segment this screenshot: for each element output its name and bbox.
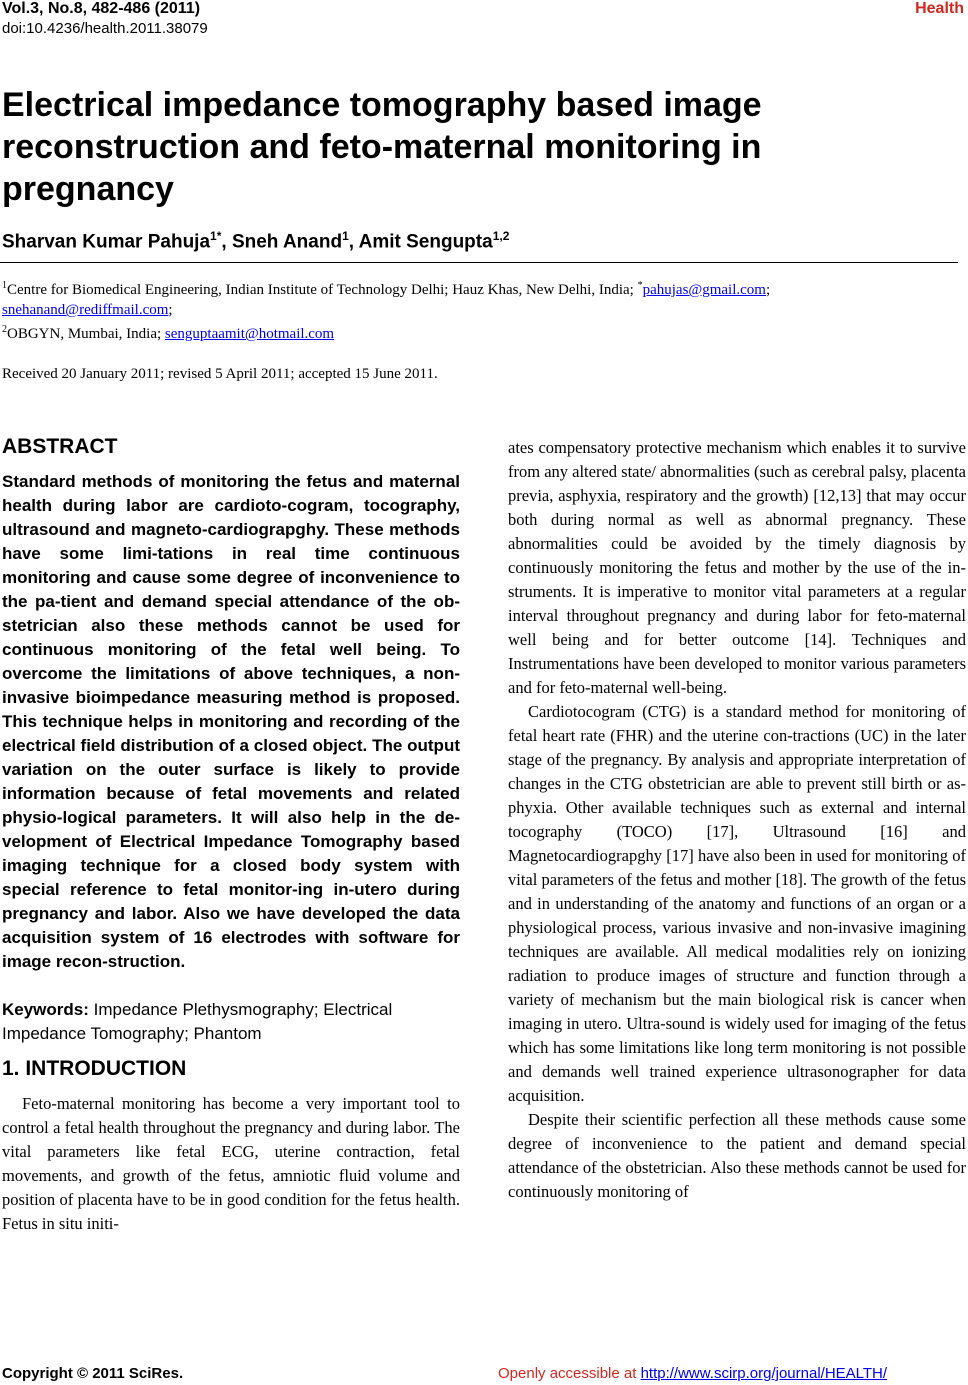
paper-title: Electrical impedance tomography based image reconstruction and feto-maternal monitoring in pregnancy bbox=[2, 86, 762, 208]
email-link[interactable]: senguptaamit@hotmail.com bbox=[164, 326, 335, 342]
body-paragraph: Feto-maternal monitoring has become a very important tool to control a fetal health throughout the pregnancy and during labor. The vital parameters like fetal ECG, uterine contraction, fetal movements, and growth of the fetus, amniotic fluid volume and position of placenta have to be in good condition for the fetus health. Fetus in situ initi- bbox=[2, 1094, 460, 1233]
doi: doi:10.4236/health.2011.38079 bbox=[2, 20, 208, 37]
body-paragraph: ates compensatory protective mechanism which enables it to survive from any altered state/ abnormalities (such as cerebral palsy, placenta previa, asphyxia, respiratory and the growth) [12,13] that may occur both during normal as well as abnormal pregnancy. These abnormalities could be avoided by the timely diagnosis by continuously monitoring the fetus and mother by the use of the in-struments. It is imperative to monitor vital parameters at a regular interval throughout pregnancy and during labor for feto-maternal well being and for better outcome [14]. Techniques and Instrumentations have been developed to monitor various parameters and for feto-maternal well-being. bbox=[508, 438, 966, 697]
corresponding-marker: * bbox=[637, 280, 643, 291]
access-label: Openly accessible at bbox=[498, 1365, 641, 1382]
affiliation-marker: 2 bbox=[2, 324, 7, 335]
body-paragraph: Despite their scientific perfection all these methods cause some degree of inconvenience to the patient and demand special attendance of the obstetrician. Also these methods cannot be used for continuously monitoring of bbox=[508, 1110, 966, 1201]
affiliation-text: OBGYN, Mumbai, India; bbox=[7, 326, 165, 342]
left-column bbox=[2, 434, 460, 1236]
right-column bbox=[508, 436, 966, 1204]
received-dates: Received 20 January 2011; revised 5 April 2011; accepted 15 June 2011. bbox=[2, 366, 438, 382]
keywords-text: Impedance Plethysmography; Electrical Impedance Tomography; Phantom bbox=[2, 1000, 393, 1043]
open-access-notice bbox=[498, 1365, 887, 1382]
author-list: Sharvan Kumar Pahuja$^{1*}$, Sneh Anand$^1$, Amit Sengupta$^{1,2}$ bbox=[2, 229, 510, 253]
author-name: Sharvan Kumar Pahuja bbox=[2, 231, 211, 253]
keywords bbox=[2, 998, 460, 1046]
affiliations bbox=[2, 276, 960, 344]
email-link[interactable]: pahujas@gmail.com bbox=[642, 282, 766, 298]
abstract-heading: ABSTRACT bbox=[2, 435, 118, 458]
copyright: Copyright © 2011 SciRes. bbox=[2, 1365, 184, 1382]
abstract-text: Standard methods of monitoring the fetus and maternal health during labor are cardioto-cogram, tocography, ultrasound and magneto-cardiograpghy. These methods have some limi-tations in real time continuous monitoring and cause some degree of inconvenience to the pa-tient and demand special attendance of the ob-stetrician also these methods cannot be used for continuous monitoring of the fetal well being. To overcome the limitations of above techniques, a non-invasive bioimpedance measuring method is proposed. This technique helps in monitoring and recording of the electrical field distribution of a closed object. The output variation on the outer surface is likely to provide information because of fetal movements and related physio-logical parameters. It will also help in the de-velopment of Electrical Impedance Tomography based imaging technique for a closed body system with special reference to fetal monitor-ing in-utero during pregnancy and labor. Also we have developed the data acquisition system of 16 electrodes with software for image recon-struction. bbox=[2, 472, 460, 971]
author-name: Amit Sengupta bbox=[358, 231, 493, 253]
email-link[interactable]: snehanand@rediffmail.com bbox=[2, 302, 169, 318]
keywords-label: Keywords: bbox=[2, 1000, 89, 1019]
journal-name: Health bbox=[915, 0, 964, 17]
author-name: Sneh Anand bbox=[231, 231, 343, 253]
header-divider bbox=[0, 262, 958, 263]
author-affiliation-marker: 1,2 bbox=[492, 229, 510, 243]
journal-url-link[interactable]: http://www.scirp.org/journal/HEALTH/ bbox=[640, 1365, 888, 1382]
journal-volume-info: Vol.3, No.8, 482-486 (2011) bbox=[2, 0, 201, 17]
author-affiliation-marker: 1* bbox=[210, 229, 222, 243]
body-paragraph: Cardiotocogram (CTG) is a standard method for monitoring of fetal heart rate (FHR) and the uterine con-tractions (UC) in the later stage of the pregnancy. By analysis and appropriate interpretation of changes in the CTG obstetrician are able to prevent still birth or as-phyxia. Other available techniques such as external and internal tocography (TOCO) [17], Ultrasound [16] and Magnetocardiograpghy [17] have also been in used for monitoring of vital parameters of the fetus and mother [18]. The growth of the fetus and in understanding of the anatomy and functions of an organ or a physiological process, various invasive and non-invasive imagining techniques are available. All medical modalities rely on ionizing radiation to produce images of structure and function through a variety of mechanism but the main biological risk is cancer when imaging in utero. Ultra-sound is widely used for imaging of the fetus which has some limitations like long term monitoring is not possible and demands well trained experience ultrasonographer for data acquisition. bbox=[508, 702, 966, 1105]
section-heading: 1. INTRODUCTION bbox=[2, 1057, 187, 1080]
affiliation-marker: 1 bbox=[2, 280, 7, 291]
affiliation-text: Centre for Biomedical Engineering, Indian Institute of Technology Delhi; Hauz Khas, New Delhi, India; bbox=[7, 282, 638, 298]
affiliation-1: $^1$Centre for Biomedical Engineering, Indian Institute of Technology Delhi; Hauz Khas, New Delhi, India; *pahujas@gmail.com; snehanand@rediffmail.com; bbox=[2, 280, 771, 318]
author-affiliation-marker: 1 bbox=[342, 229, 349, 243]
affiliation-2 bbox=[2, 320, 960, 344]
